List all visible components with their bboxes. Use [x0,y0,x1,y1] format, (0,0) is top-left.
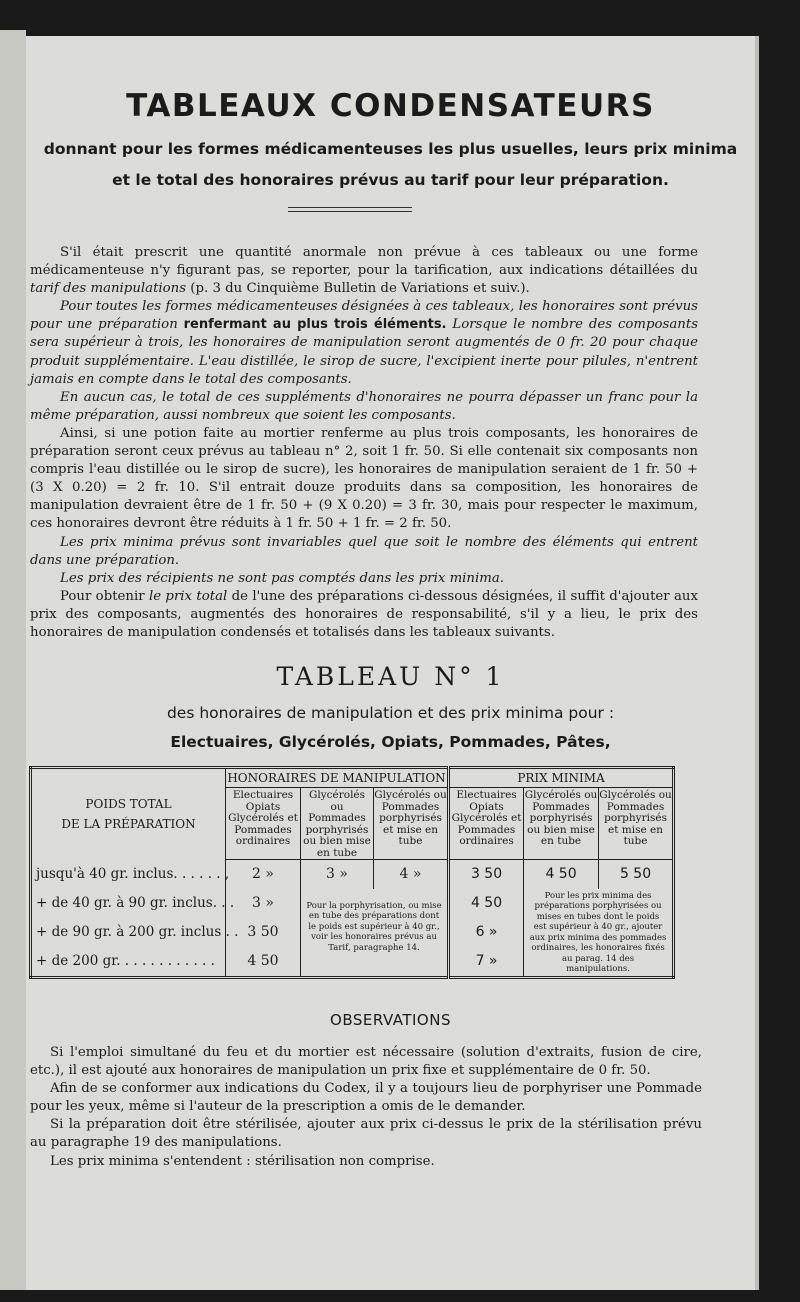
cell-value: 2 » [226,860,301,889]
intro-paragraph-5: Les prix minima prévus sont invariables quel que soit le nombre des éléments qui entrent dans une préparation. [30,534,698,568]
poids-header [31,768,226,860]
row-label: + de 40 gr. à 90 gr. inclus. . . [36,895,235,911]
cell-value: 3 » [226,889,301,918]
intro-paragraph-3: En aucun cas, le total de ces suppléments d'honoraires ne pourra dépasser un franc pour la même préparation, aussi nombreux que soient les composants. [30,389,698,423]
ornament-rule-bottom [288,211,412,212]
observation-paragraph: Les prix minima s'entendent : stérilisation non comprise. [50,1153,435,1169]
intro-text [30,244,698,642]
cell-value: 4 50 [449,889,524,918]
honoraires-group-header: HONORAIRES DE MANIPULATION [226,768,449,788]
column-header: Glycérolés ou Pommades porphyrisés ou bien mise en tube [301,788,374,860]
poids-header-line-1: POIDS TOTAL [85,797,172,812]
document-page [26,36,755,1290]
observation-paragraph: Si l'emploi simultané du feu et du mortier est nécessaire (solution d'extraits, fusion de cire, etc.), il est ajouté aux honoraires de manipulation un prix fixe et supplémentaire de 0 fr. 50. [30,1045,702,1079]
adjacent-page-edge [0,30,26,1290]
cell-value: 7 » [449,947,524,978]
cell-value: 5 50 [599,860,674,889]
cell-value: 3 50 [449,860,524,889]
observations-text [30,1044,702,1171]
table-group-header-row [31,768,674,788]
page-title: TABLEAUX CONDENSATEURS [126,88,655,124]
honoraires-note: Pour la porphyrisation, ou mise en tube des préparations dont le poids est supérieur à 40 gr., voir les honoraires prévus au Tarif, paragraphe 14. [301,889,449,978]
intro-paragraph-2: Pour toutes les formes médicamenteuses désignées à ces tableaux, les honoraires sont prévus pour une préparation renfermant au plus trois éléments. Lorsque le nombre des composants sera supérieur à trois, les honoraires de manipulation seront augmentés de 0 fr. 20 pour chaque produit supplémentaire. L'eau distillée, le sirop de sucre, l'excipient inerte pour pilules, n'entrent jamais en compte dans le total des composants. [30,299,699,387]
table-row [31,889,674,918]
prix-minima-note: Pour les prix minima des préparations porphyrisées ou mises en tubes dont le poids est supérieur à 40 gr., ajouter aux prix minima des pommades ordinaires, les honoraires fixés au parag. 14 des manipulations. [524,889,674,978]
ornament-rule-top [288,207,412,208]
column-header: Glycérolés ou Pommades porphyrisés et mise en tube [374,788,449,860]
row-label: + de 90 gr. à 200 gr. inclus . . [36,924,239,940]
cell-value: 3 » [301,860,374,889]
subtitle-line-1: donnant pour les formes médicamenteuses les plus usuelles, leurs prix minima [43,140,738,158]
intro-paragraph-4: Ainsi, si une potion faite au mortier renferme au plus trois composants, les honoraires de préparation seront ceux prévus au tableau n° 2, soit 1 fr. 50. Si elle contenait six composants non compris l'eau distillée ou le sirop de sucre), les honoraires de manipulation seraient de 1 fr. 50 + (3 X 0.20) = 2 fr. 10. S'il entrait douze produits dans sa composition, les honoraires de manipulation devraient être de 1 fr. 50 + (9 X 0.20) = 3 fr. 30, mais pour respecter le maximum, ces honoraires devront être réduits à 1 fr. 50 + 1 fr. = 2 fr. 50. [30,425,698,532]
column-header: Electuaires Opiats Glycérolés et Pommades ordinaires [226,788,301,860]
column-header: Electuaires Opiats Glycérolés et Pommades ordinaires [449,788,524,860]
column-header: Glycérolés ou Pommades porphyrisés ou bien mise en tube [524,788,599,860]
column-header: Glycérolés ou Pommades porphyrisés et mise en tube [599,788,674,860]
tableau-forms: Electuaires, Glycérolés, Opiats, Pommades, Pâtes, [170,733,611,751]
table-row [31,860,674,889]
tableau-subtitle: des honoraires de manipulation et des prix minima pour : [166,704,615,722]
observation-paragraph: Afin de se conformer aux indications du Codex, il y a toujours lieu de porphyriser une Pommade pour les yeux, même si l'auteur de la prescription a omis de le demander. [30,1081,702,1115]
subtitle-line-2: et le total des honoraires prévus au tarif pour leur préparation. [112,171,669,189]
cell-value: 4 » [374,860,449,889]
prix-minima-group-header: PRIX MINIMA [449,768,674,788]
page-edge [755,36,759,1290]
tableau-1-table [29,766,675,979]
cell-value: 4 50 [226,947,301,978]
observation-paragraph: Si la préparation doit être stérilisée, ajouter aux prix ci-dessus le prix de la stérilisation prévu au paragraphe 19 des manipulations. [30,1117,702,1151]
poids-header-line-2: DE LA PRÉPARATION [61,817,196,832]
cell-value: 6 » [449,918,524,947]
cell-value: 4 50 [524,860,599,889]
tableau-title: TABLEAU N° 1 [276,662,505,691]
intro-paragraph-7: Pour obtenir le prix total de l'une des préparations ci-dessous désignées, il suffit d'ajouter aux prix des composants, augmentés des honoraires de responsabilité, s'il y a lieu, le prix des honoraires de manipulation condensés et totalisés dans les tableaux suivants. [30,588,698,640]
observations-title: OBSERVATIONS [330,1011,451,1029]
cell-value: 3 50 [226,918,301,947]
row-label: + de 200 gr. . . . . . . . . . . . [36,953,215,969]
intro-paragraph-1: S'il était prescrit une quantité anormale non prévue à ces tableaux ou une forme médicamenteuse n'y figurant pas, se reporter, pour la tarification, aux indications détaillées du tarif des manipulations (p. 3 du Cinquième Bulletin de Variations et suiv.). [30,245,698,297]
row-label: jusqu'à 40 gr. inclus. . . . . . , [36,866,230,882]
intro-paragraph-6: Les prix des récipients ne sont pas comptés dans les prix minima. [60,570,505,586]
